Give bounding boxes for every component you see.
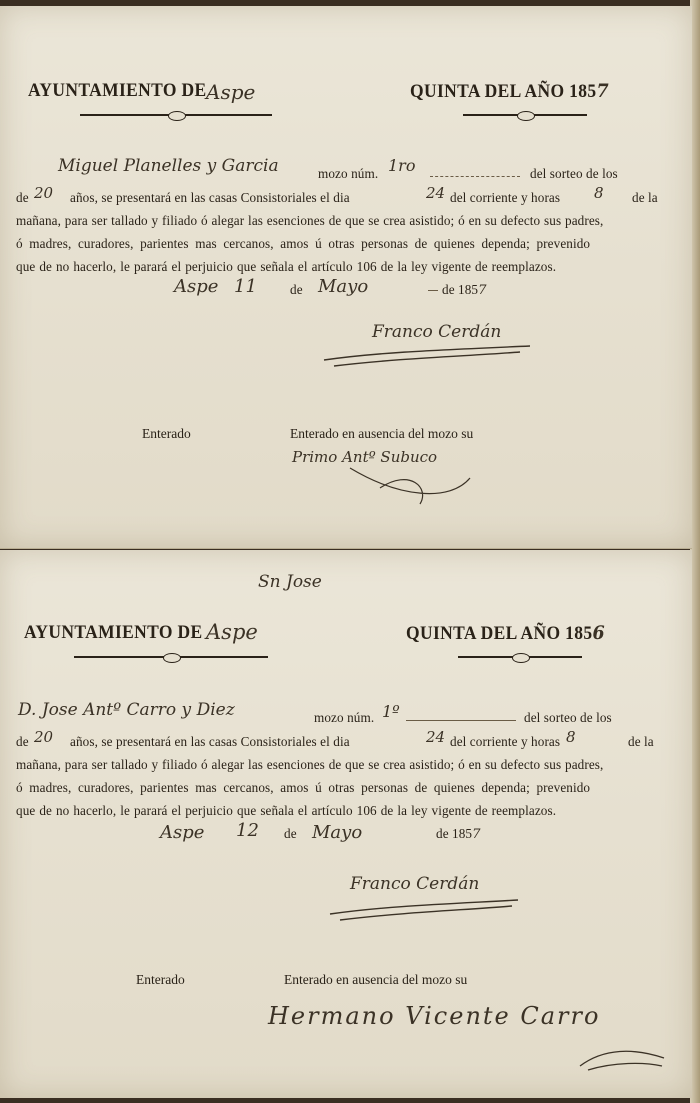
body-text: años, se presentará en las casas Consistoriales el dia bbox=[70, 734, 350, 749]
sorteo-label: del sorteo de los bbox=[530, 166, 618, 181]
enterado-ausencia-label: Enterado en ausencia del mozo su bbox=[290, 426, 474, 441]
body-text: ó madres, curadores, parientes mas cercanos, amos ú otras personas de quienes dependa; prevenido bbox=[16, 780, 591, 795]
ayuntamiento-label: AYUNTAMIENTO DE bbox=[24, 622, 203, 643]
de-label: de bbox=[16, 190, 29, 205]
fill-line bbox=[428, 290, 438, 291]
body-text: años, se presentará en las casas Consistoriales el dia bbox=[70, 190, 350, 205]
horas-label: del corriente y horas bbox=[450, 734, 561, 749]
date-day: 12 bbox=[236, 820, 259, 841]
day-value: 24 bbox=[426, 184, 446, 202]
body-text: que de no hacerlo, le parará el perjuicio que señala el artículo 106 de la ley vigente de reemplazos. bbox=[16, 803, 557, 818]
relative-flourish bbox=[574, 1044, 670, 1074]
mozo-number: 1º bbox=[382, 702, 400, 721]
date-day: 11 bbox=[234, 276, 257, 297]
quinta-year-digit: 6 bbox=[592, 622, 606, 644]
body-text: que de no hacerlo, le parará el perjuicio que señala el artículo 106 de la ley vigente de reemplazos. bbox=[16, 259, 557, 274]
conscript-name: D. Jose Antº Carro y Diez bbox=[18, 700, 235, 720]
mozo-number: 1ro bbox=[388, 156, 416, 175]
hour-value: 8 bbox=[594, 184, 604, 202]
body-text: mañana, para ser tallado y filiado ó alegar las esenciones de que se crea asistido; ó en su defecto sus padres, bbox=[16, 757, 604, 772]
year-label: de 1857 bbox=[442, 282, 487, 298]
month-name: Mayo bbox=[318, 276, 369, 297]
enterado-label: Enterado bbox=[136, 972, 185, 987]
mozo-label: mozo núm. bbox=[314, 710, 375, 725]
year-label: de 1857 bbox=[436, 826, 481, 842]
mayor-signature: Franco Cerdán bbox=[372, 322, 502, 342]
enterado-label: Enterado bbox=[142, 426, 191, 441]
quinta-year-digit: 7 bbox=[596, 80, 610, 102]
horas-label: del corriente y horas bbox=[450, 190, 561, 205]
age-value: 20 bbox=[34, 728, 54, 746]
ornament-divider bbox=[463, 114, 587, 116]
body-text: ó madres, curadores, parientes mas cercanos, amos ú otras personas de quienes dependa; prevenido bbox=[16, 236, 591, 251]
de-label: de bbox=[16, 734, 29, 749]
de-la-label: de la bbox=[632, 190, 658, 205]
place-name: Aspe bbox=[160, 822, 205, 843]
town-name: Aspe bbox=[206, 620, 258, 644]
mozo-label: mozo núm. bbox=[318, 166, 379, 181]
form-sheet-2 bbox=[0, 550, 692, 1098]
relative-signature: Primo Antº Subuco bbox=[292, 448, 438, 466]
ornament-divider bbox=[74, 656, 268, 658]
ayuntamiento-label: AYUNTAMIENTO DE bbox=[28, 80, 207, 101]
mayor-signature: Franco Cerdán bbox=[350, 874, 480, 894]
fill-line bbox=[406, 720, 516, 721]
signature-flourish bbox=[326, 890, 526, 924]
form-sheet-1 bbox=[0, 6, 692, 549]
day-value: 24 bbox=[426, 728, 446, 746]
de-label: de bbox=[290, 282, 303, 297]
de-label: de bbox=[284, 826, 297, 841]
relative-signature: Hermano Vicente Carro bbox=[268, 1002, 601, 1030]
place-name: Aspe bbox=[174, 276, 219, 297]
enterado-ausencia-label: Enterado en ausencia del mozo su bbox=[284, 972, 468, 987]
ornament-divider bbox=[458, 656, 582, 658]
month-name: Mayo bbox=[312, 822, 363, 843]
quinta-label: QUINTA DEL AÑO 1856 bbox=[406, 622, 606, 644]
conscript-name: Miguel Planelles y Garcia bbox=[58, 156, 279, 176]
hour-value: 8 bbox=[566, 728, 576, 746]
quinta-label: QUINTA DEL AÑO 1857 bbox=[410, 80, 610, 102]
ornament-divider bbox=[80, 114, 272, 116]
signature-flourish bbox=[320, 338, 540, 370]
top-note: Sn Jose bbox=[258, 572, 322, 592]
age-value: 20 bbox=[34, 184, 54, 202]
sorteo-label: del sorteo de los bbox=[524, 710, 612, 725]
body-text: mañana, para ser tallado y filiado ó alegar las esenciones de que se crea asistido; ó en su defecto sus padres, bbox=[16, 213, 604, 228]
fill-line bbox=[430, 176, 520, 177]
de-la-label: de la bbox=[628, 734, 654, 749]
relative-flourish bbox=[340, 458, 480, 508]
town-name: Aspe bbox=[206, 80, 256, 104]
